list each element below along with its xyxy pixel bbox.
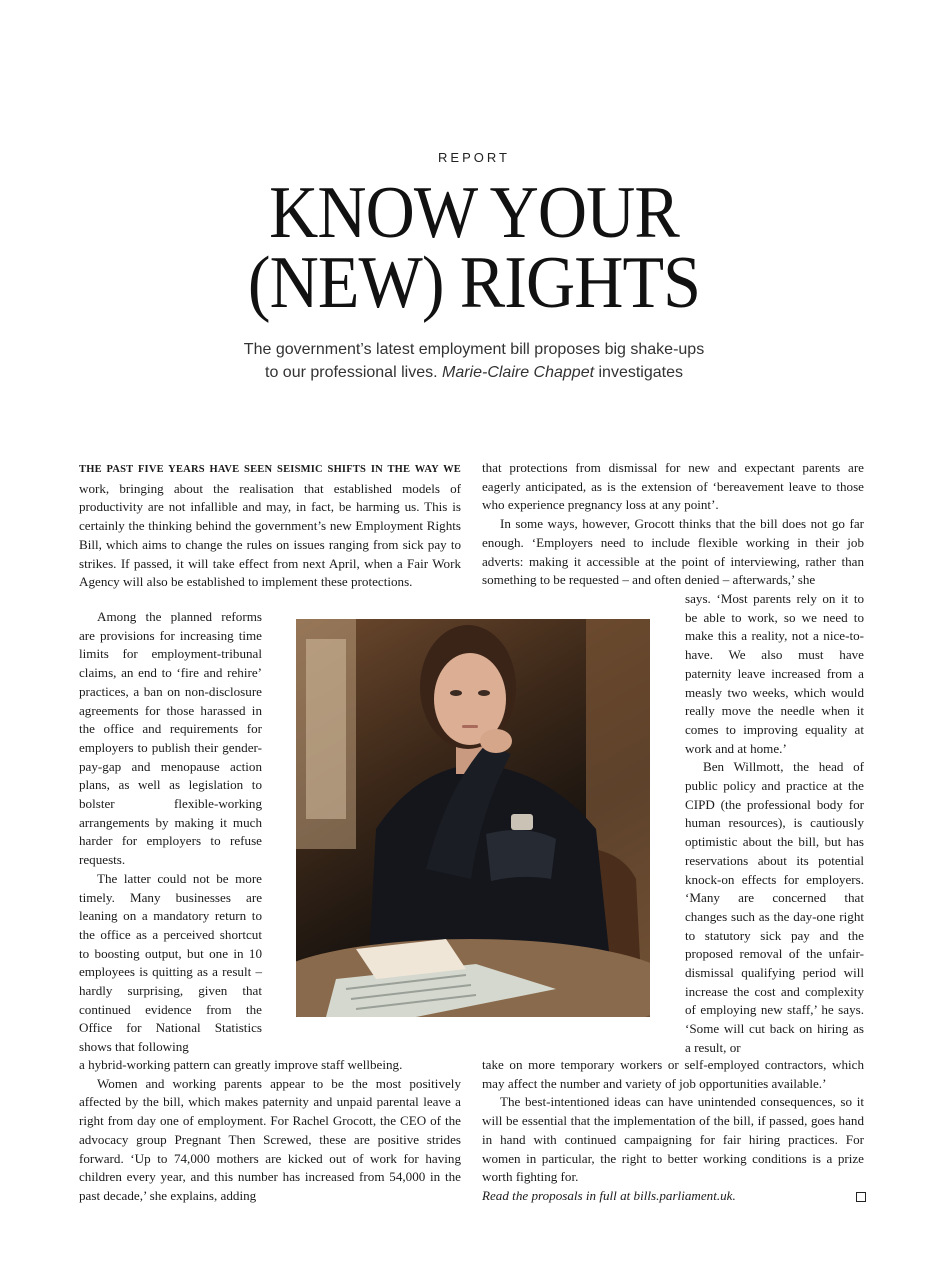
- standfirst-line-2: [0, 361, 948, 384]
- column-right-top: [482, 459, 864, 590]
- section-kicker: REPORT: [438, 150, 510, 165]
- headline: [38, 172, 910, 324]
- paragraph-2: Among the planned reforms are provisions for increasing time limits for employment-tribunal claims, an end to ‘fire and rehire’ practices, a ban on non-disclosure agreements for those harassed in the office and requirements for employers to publish their gender-pay-gap and menopause action plans, as well as legislation to bolster flexible-working arrangements by making it much harder for employers to refuse requests.: [79, 609, 262, 868]
- paragraph-8: The best-intentioned ideas can have unintended consequences, so it will be essential that the implementation of the bill, if passed, goes hand in hand with continued campaigning for fair hiring practices. For women in particular, the right to better working conditions is a prize worth fighting for.: [482, 1094, 864, 1185]
- standfirst-suffix: investigates: [594, 364, 683, 381]
- paragraph-3: The latter could not be more timely. Many businesses are leaning on a mandatory return to the office as a perceived shortcut to boosting output, but one in 10 employees is quitting as a result – hardly surprising, given that continued evidence from the Office for National Statistics shows that following: [79, 870, 262, 1055]
- paragraph-6: In some ways, however, Grocott thinks that the bill does not go far enough. ‘Employers need to include flexible working in their job adverts: making it accessible at the point of interviewing, rather than something to be requested – and often denied – afterwards,’ she: [482, 516, 864, 588]
- paragraph-7: Ben Willmott, the head of public policy and practice at the CIPD (the professional body for human resources), is cautiously optimistic about the bill, but has reservations about its potential knock-on effects for employers. ‘Many are concerned that changes such as the day-one right to statutory sick pay and the proposed removal of the unfair-dismissal qualifying period will increase the cost and complexity of employing new staff,’ he says. ‘Some will cut back on hiring as a result, or: [685, 759, 864, 1055]
- column-right-narrow: [685, 590, 864, 1058]
- author-name: Marie-Claire Chappet: [441, 364, 595, 381]
- headline-line-1: KNOW YOUR: [269, 172, 679, 254]
- lead-paragraph: [79, 459, 461, 592]
- credit-line: Read the proposals in full at bills.parliament.uk.: [482, 1187, 736, 1203]
- paragraph-1: work, bringing about the realisation that established models of productivity are not infallible and may, in fact, be harming us. This is certainly the thinking behind the government’s new Employment Rights Bill, which aims to change the rules on issues ranging from sick pay to strikes. If passed, it will take effect from next April, when a Fair Work Agency will also be established to implement these protections.: [79, 480, 461, 590]
- column-right-bottom: [482, 1056, 864, 1206]
- end-of-article-icon: [856, 1192, 866, 1202]
- headline-line-2: (NEW) RIGHTS: [247, 242, 701, 324]
- paragraph-4: Women and working parents appear to be the most positively affected by the bill, which makes paternity and unpaid parental leave a right from day one of employment. For Rachel Grocott, the CEO of the advocacy group Pregnant Then Screwed, these are positive strides forward. ‘Up to 74,000 mothers are kicked out of work for having children every year, and this number has increased from 54,000 in the past decade,’ she explains, adding: [79, 1075, 461, 1203]
- standfirst-line-1: The government’s latest employment bill proposes big shake-ups: [243, 341, 705, 358]
- standfirst: [0, 338, 948, 384]
- portrait-photo: [296, 619, 650, 1017]
- standfirst-prefix: to our professional lives.: [265, 364, 442, 381]
- lead-caps: THE PAST FIVE YEARS HAVE SEEN SEISMIC SHIFTS IN THE WAY WE: [79, 464, 461, 475]
- paragraph-7-end: take on more temporary workers or self-employed contractors, which may affect the number and variety of job opportunities available.’: [482, 1057, 864, 1091]
- column-left-top: [79, 459, 461, 592]
- portrait-illustration: [296, 619, 650, 1017]
- paragraph-5: that protections from dismissal for new and expectant parents are eagerly anticipated, as is the extension of ‘bereavement leave to those who experience pregnancy loss at any point’.: [482, 460, 864, 513]
- paragraph-6-cont: says. ‘Most parents rely on it to be able to work, so we need to make this a reality, not a nice-to-have. We also must have paternity leave increased from a measly two weeks, which would really move the needle when it comes to improving equality at work and at home.’: [685, 591, 864, 756]
- paragraph-3-end: a hybrid-working pattern can greatly improve staff wellbeing.: [79, 1057, 403, 1072]
- column-left-narrow: [79, 608, 262, 1057]
- column-left-bottom: [79, 1056, 461, 1206]
